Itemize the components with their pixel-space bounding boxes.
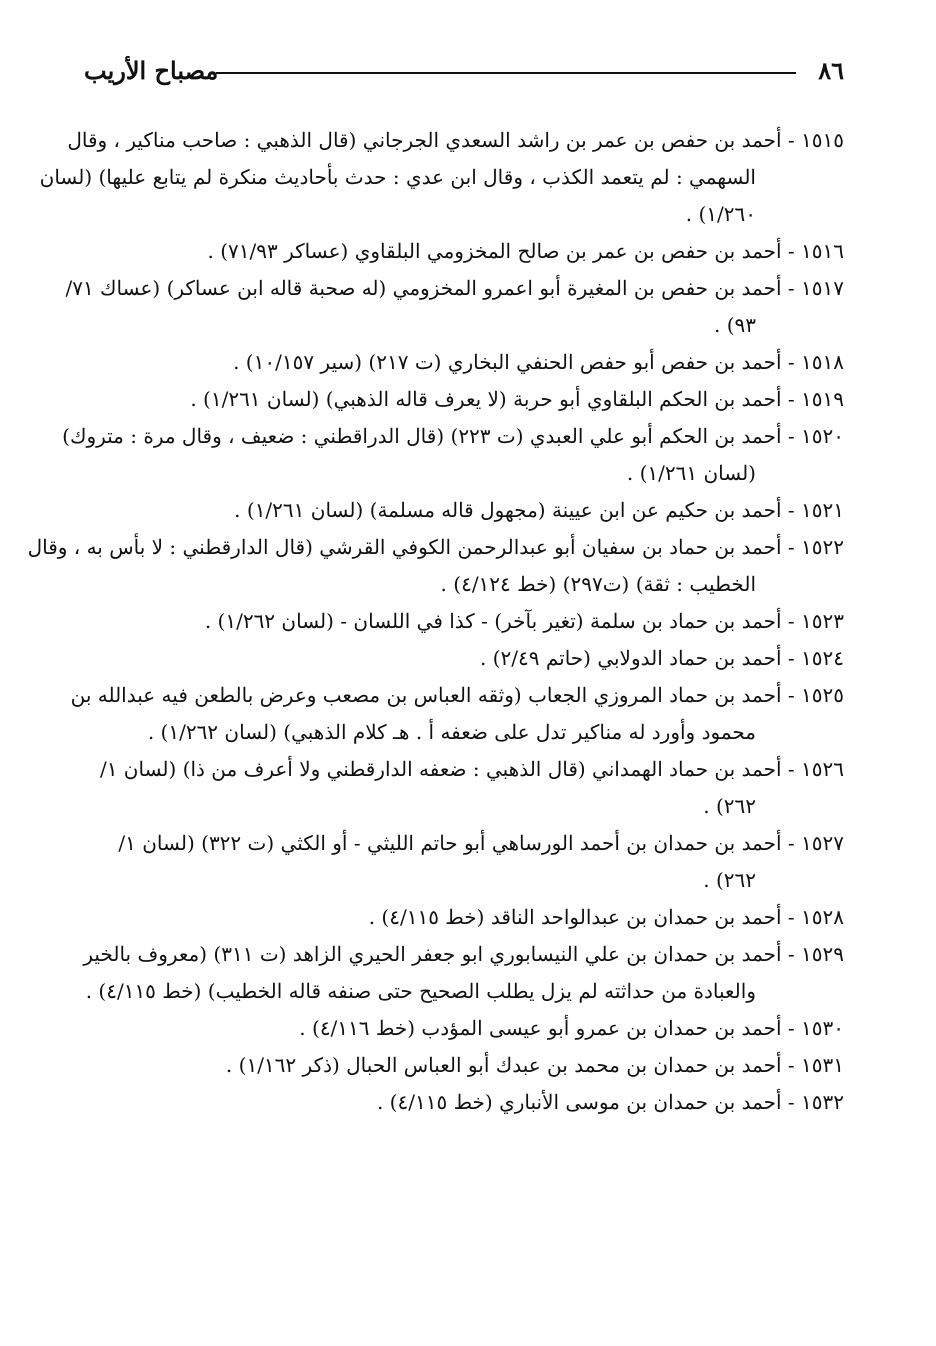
entry-first-line: ١٥١٦ - أحمد بن حفص بن عمر بن صالح المخزومي البلقاوي (عساكر ٧١/٩٣) . (207, 239, 844, 263)
entry-text: أحمد بن حماد الدولابي (حاتم ٢/٤٩) . (479, 646, 782, 670)
entry-text: ٢٦٢) . (703, 868, 756, 892)
entry (70, 751, 844, 825)
entry (70, 1047, 844, 1084)
entry-text: أحمد بن الحكم البلقاوي أبو حربة (لا يعرف قاله الذهبي) (لسان ١/٢٦١) . (190, 387, 782, 411)
entry-number: ١٥٢٤ (801, 646, 844, 670)
entry-continuation-line (70, 566, 844, 603)
entry-number: ١٥١٩ (801, 387, 844, 411)
page-number: ٨٦ (818, 56, 844, 85)
entry (70, 640, 844, 677)
entry (70, 381, 844, 418)
entry-text: ٢٦٢) . (703, 794, 756, 818)
entry (70, 936, 844, 1010)
entry (27, 529, 844, 603)
entry-text: ١/٢٦٠) . (685, 202, 756, 226)
entry-text: ٩٣) . (713, 313, 756, 337)
entry-continuation-line (70, 973, 844, 1010)
entry-first-line: ١٥٢١ - أحمد بن حكيم عن ابن عيينة (مجهول قاله مسلمة) (لسان ١/٢٦١) . (234, 498, 844, 522)
entry-first-line: ١٥٣٢ - أحمد بن حمدان بن موسى الأنباري (خط ٤/١١٥) . (376, 1090, 844, 1114)
entry-text: السهمي : لم يتعمد الكذب ، وقال ابن عدي : حدث بأحاديث منكرة لم يتابع عليها) (لسان (39, 165, 756, 189)
entry (70, 677, 844, 751)
entry-text: أحمد بن حماد الهمداني (قال الذهبي : ضعفه الدارقطني ولا أعرف من ذا) (لسان ١/ (99, 757, 782, 781)
entry-number: ١٥٢٣ (801, 609, 844, 633)
entry (70, 492, 844, 529)
entry-continuation-line (70, 788, 844, 825)
entry-first-line: ١٥٢٩ - أحمد بن حمدان بن علي النيسابوري ابو جعفر الحيري الزاهد (ت ٣١١) (معروف بالخير (83, 942, 844, 966)
entry-continuation-line (70, 455, 844, 492)
entry-text: أحمد بن حمدان بن عمرو أبو عيسى المؤدب (خط ٤/١١٦) . (299, 1016, 782, 1040)
entry-text: أحمد بن حكيم عن ابن عيينة (مجهول قاله مسلمة) (لسان ١/٢٦١) . (234, 498, 782, 522)
entry-continuation-line (39, 159, 844, 196)
entry-number: ١٥٢٧ (801, 831, 844, 855)
entry (70, 603, 844, 640)
entry-text: أحمد بن حفص بن عمر بن راشد السعدي الجرجاني (قال الذهبي : صاحب مناكير ، وقال (67, 128, 782, 152)
entry-number: ١٥١٧ (801, 276, 844, 300)
entry (70, 899, 844, 936)
entry (70, 1084, 844, 1121)
entry-number: ١٥٣٠ (801, 1016, 844, 1040)
entry-first-line: ١٥١٥ - أحمد بن حفص بن عمر بن راشد السعدي الجرجاني (قال الذهبي : صاحب مناكير ، وقال (67, 128, 844, 152)
entry-first-line: ١٥٢٣ - أحمد بن حماد بن سلمة (تغير بآخر) - كذا في اللسان - (لسان ١/٢٦٢) . (204, 609, 844, 633)
entry-number: ١٥٢٩ (801, 942, 844, 966)
entry-first-line: ١٥١٨ - أحمد بن حفص أبو حفص الحنفي البخاري (ت ٢١٧) (سير ١٠/١٥٧) . (233, 350, 844, 374)
entry-first-line: ١٥١٩ - أحمد بن الحكم البلقاوي أبو حربة (لا يعرف قاله الذهبي) (لسان ١/٢٦١) . (190, 387, 844, 411)
entry-text: أحمد بن الحكم أبو علي العبدي (ت ٢٢٣) (قال الدراقطني : ضعيف ، وقال مرة : متروك) (62, 424, 782, 448)
entry (65, 270, 844, 344)
entry-text: أحمد بن حفص بن المغيرة أبو اعمرو المخزومي (له صحبة قاله ابن عساكر) (عساك ٧١/ (65, 276, 782, 300)
entry-number: ١٥١٨ (801, 350, 844, 374)
entry-text: الخطيب : ثقة) (ت٢٩٧) (خط ٤/١٢٤) . (440, 572, 756, 596)
entry-number: ١٥٣١ (801, 1053, 844, 1077)
entry-number: ١٥١٦ (801, 239, 844, 263)
entry-text: أحمد بن حماد بن سلمة (تغير بآخر) - كذا في اللسان - (لسان ١/٢٦٢) . (204, 609, 782, 633)
page-header (84, 50, 844, 94)
entry-number: ١٥٢٢ (801, 535, 844, 559)
running-title: مصباح الأريب (84, 56, 219, 85)
entry-text: أحمد بن حماد بن سفيان أبو عبدالرحمن الكوفي القرشي (قال الدارقطني : لا بأس به ، وقال (27, 535, 782, 559)
entry-first-line: ١٥٢٤ - أحمد بن حماد الدولابي (حاتم ٢/٤٩) . (479, 646, 844, 670)
entry-text: أحمد بن حمدان بن محمد بن عبدك أبو العباس الحبال (ذكر ١/١٦٢) . (225, 1053, 782, 1077)
header-rule (216, 72, 796, 74)
entry-number: ١٥٢٦ (801, 757, 844, 781)
entry-first-line: ١٥٣٠ - أحمد بن حمدان بن عمرو أبو عيسى المؤدب (خط ٤/١١٦) . (299, 1016, 844, 1040)
entry-text: أحمد بن حمدان بن علي النيسابوري ابو جعفر الحيري الزاهد (ت ٣١١) (معروف بالخير (83, 942, 782, 966)
entry (70, 344, 844, 381)
entry-number: ١٥٢٨ (801, 905, 844, 929)
entry-number: ١٥٢١ (801, 498, 844, 522)
entry-text: والعبادة من حداثته لم يزل يطلب الصحيح حتى صنفه قاله الخطيب) (خط ٤/١١٥) . (85, 979, 756, 1003)
entry-text: أحمد بن حمدان بن عبدالواحد الناقد (خط ٤/١١٥) . (368, 905, 782, 929)
entry-text: أحمد بن حفص بن عمر بن صالح المخزومي البلقاوي (عساكر ٧١/٩٣) . (207, 239, 782, 263)
entry (70, 825, 844, 899)
entry-continuation-line (70, 307, 844, 344)
entry-number: ١٥٢٠ (801, 424, 844, 448)
entry-number: ١٥١٥ (801, 128, 844, 152)
entry (70, 233, 844, 270)
entry-first-line: ١٥٢٠ - أحمد بن الحكم أبو علي العبدي (ت ٢٢٣) (قال الدراقطني : ضعيف ، وقال مرة : متروك) (62, 424, 844, 448)
entry-continuation-line (70, 714, 844, 751)
entry-text: (لسان ١/٢٦١) . (626, 461, 756, 485)
entry-text: أحمد بن حفص أبو حفص الحنفي البخاري (ت ٢١٧) (سير ١٠/١٥٧) . (233, 350, 782, 374)
entry-text: أحمد بن حماد المروزي الجعاب (وثقه العباس بن مصعب وعرض بالطعن فيه عبدالله بن (70, 683, 782, 707)
entry-text: أحمد بن حمدان بن أحمد الورساهي أبو حاتم الليثي - أو الكثي (ت ٣٢٢) (لسان ١/ (118, 831, 782, 855)
entry (39, 122, 844, 233)
entry-list (27, 122, 844, 1121)
entry (70, 1010, 844, 1047)
entry-first-line: ١٥٢٥ - أحمد بن حماد المروزي الجعاب (وثقه العباس بن مصعب وعرض بالطعن فيه عبدالله بن (70, 683, 844, 707)
entry (62, 418, 844, 492)
entry-first-line: ١٥٢٢ - أحمد بن حماد بن سفيان أبو عبدالرحمن الكوفي القرشي (قال الدارقطني : لا بأس به ، وقال (27, 535, 844, 559)
entry-first-line: ١٥٢٨ - أحمد بن حمدان بن عبدالواحد الناقد (خط ٤/١١٥) . (368, 905, 844, 929)
entry-number: ١٥٣٢ (801, 1090, 844, 1114)
entry-first-line: ١٥٣١ - أحمد بن حمدان بن محمد بن عبدك أبو العباس الحبال (ذكر ١/١٦٢) . (225, 1053, 844, 1077)
entry-text: أحمد بن حمدان بن موسى الأنباري (خط ٤/١١٥) . (376, 1090, 782, 1114)
entry-number: ١٥٢٥ (801, 683, 844, 707)
entry-first-line: ١٥٢٧ - أحمد بن حمدان بن أحمد الورساهي أبو حاتم الليثي - أو الكثي (ت ٣٢٢) (لسان ١/ (118, 831, 844, 855)
entry-text: محمود وأورد له مناكير تدل على ضعفه أ . هـ كلام الذهبي) (لسان ١/٢٦٢) . (147, 720, 756, 744)
entry-first-line: ١٥٢٦ - أحمد بن حماد الهمداني (قال الذهبي : ضعفه الدارقطني ولا أعرف من ذا) (لسان ١/ (99, 757, 844, 781)
entry-continuation-line (70, 196, 844, 233)
entry-first-line: ١٥١٧ - أحمد بن حفص بن المغيرة أبو اعمرو المخزومي (له صحبة قاله ابن عساكر) (عساك ٧١/ (65, 276, 844, 300)
entry-continuation-line (70, 862, 844, 899)
